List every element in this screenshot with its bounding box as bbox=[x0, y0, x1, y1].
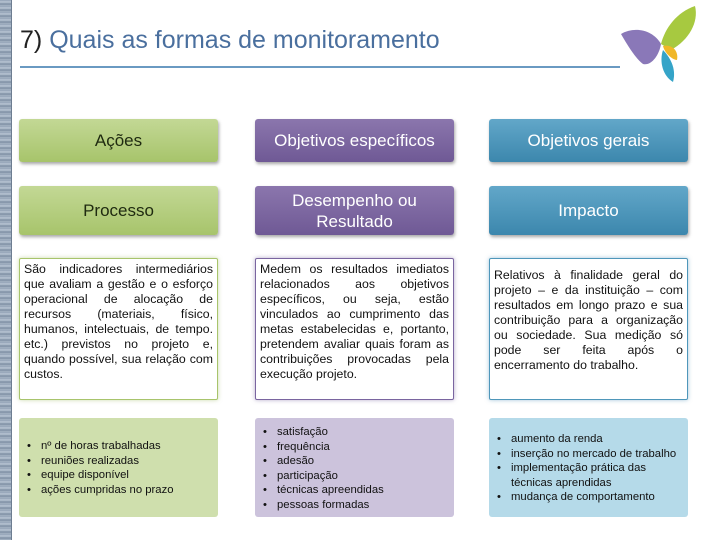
list-item: • reuniões realizadas bbox=[41, 454, 212, 469]
header-acoes: Ações bbox=[19, 119, 218, 162]
header-desempenho-resultado: Desempenho ou Resultado bbox=[255, 186, 454, 235]
list-impacto bbox=[489, 418, 688, 517]
title-text: Quais as formas de monitoramento bbox=[49, 26, 440, 54]
list-item: • nº de horas trabalhadas bbox=[41, 439, 212, 454]
list-item: • frequência bbox=[277, 440, 448, 455]
header-objetivos-especificos: Objetivos específicos bbox=[255, 119, 454, 162]
list-processo bbox=[19, 418, 218, 517]
list-item: • equipe disponível bbox=[41, 468, 212, 483]
list-item: • adesão bbox=[277, 454, 448, 469]
list-item: • técnicas apreendidas bbox=[277, 483, 448, 498]
list-desempenho bbox=[255, 418, 454, 517]
description-desempenho: Medem os resultados imediatos relacionados aos objetivos específicos, ou seja, estão vinculados ao cumprimento das metas estabelecidas e, portanto, pretendem avaliar quais foram as contribuições provocadas pela execução projeto. bbox=[255, 258, 454, 400]
description-impacto: Relativos à finalidade geral do projeto – e da instituição – com resultados em longo prazo e sua contribuição para a organização ou sociedade. Sua medição só pode ser feita após o encerramento do trabalho. bbox=[489, 258, 688, 400]
left-decorative-strip bbox=[0, 0, 12, 540]
list-item: • mudança de comportamento bbox=[511, 490, 682, 505]
list-item: • inserção no mercado de trabalho bbox=[511, 447, 682, 462]
list-item: • satisfação bbox=[277, 425, 448, 440]
title-underline bbox=[20, 66, 620, 68]
butterfly-logo-icon bbox=[615, 4, 700, 86]
header-impacto: Impacto bbox=[489, 186, 688, 235]
description-processo: São indicadores intermediários que avaliam a gestão e o esforço operacional de alocação de recursos (materiais, físico, humanos, intelectuais, de tempo. etc.) previstos no projeto e, quando possível, sua relação com custos. bbox=[19, 258, 218, 400]
list-item: • ações cumpridas no prazo bbox=[41, 483, 212, 498]
header-processo: Processo bbox=[19, 186, 218, 235]
page-title bbox=[20, 26, 440, 55]
header-objetivos-gerais: Objetivos gerais bbox=[489, 119, 688, 162]
list-item: • aumento da renda bbox=[511, 432, 682, 447]
title-number: 7) bbox=[20, 26, 43, 54]
list-item: • pessoas formadas bbox=[277, 498, 448, 513]
list-item: • participação bbox=[277, 469, 448, 484]
list-item: • implementação prática das técnicas aprendidas bbox=[511, 461, 682, 490]
